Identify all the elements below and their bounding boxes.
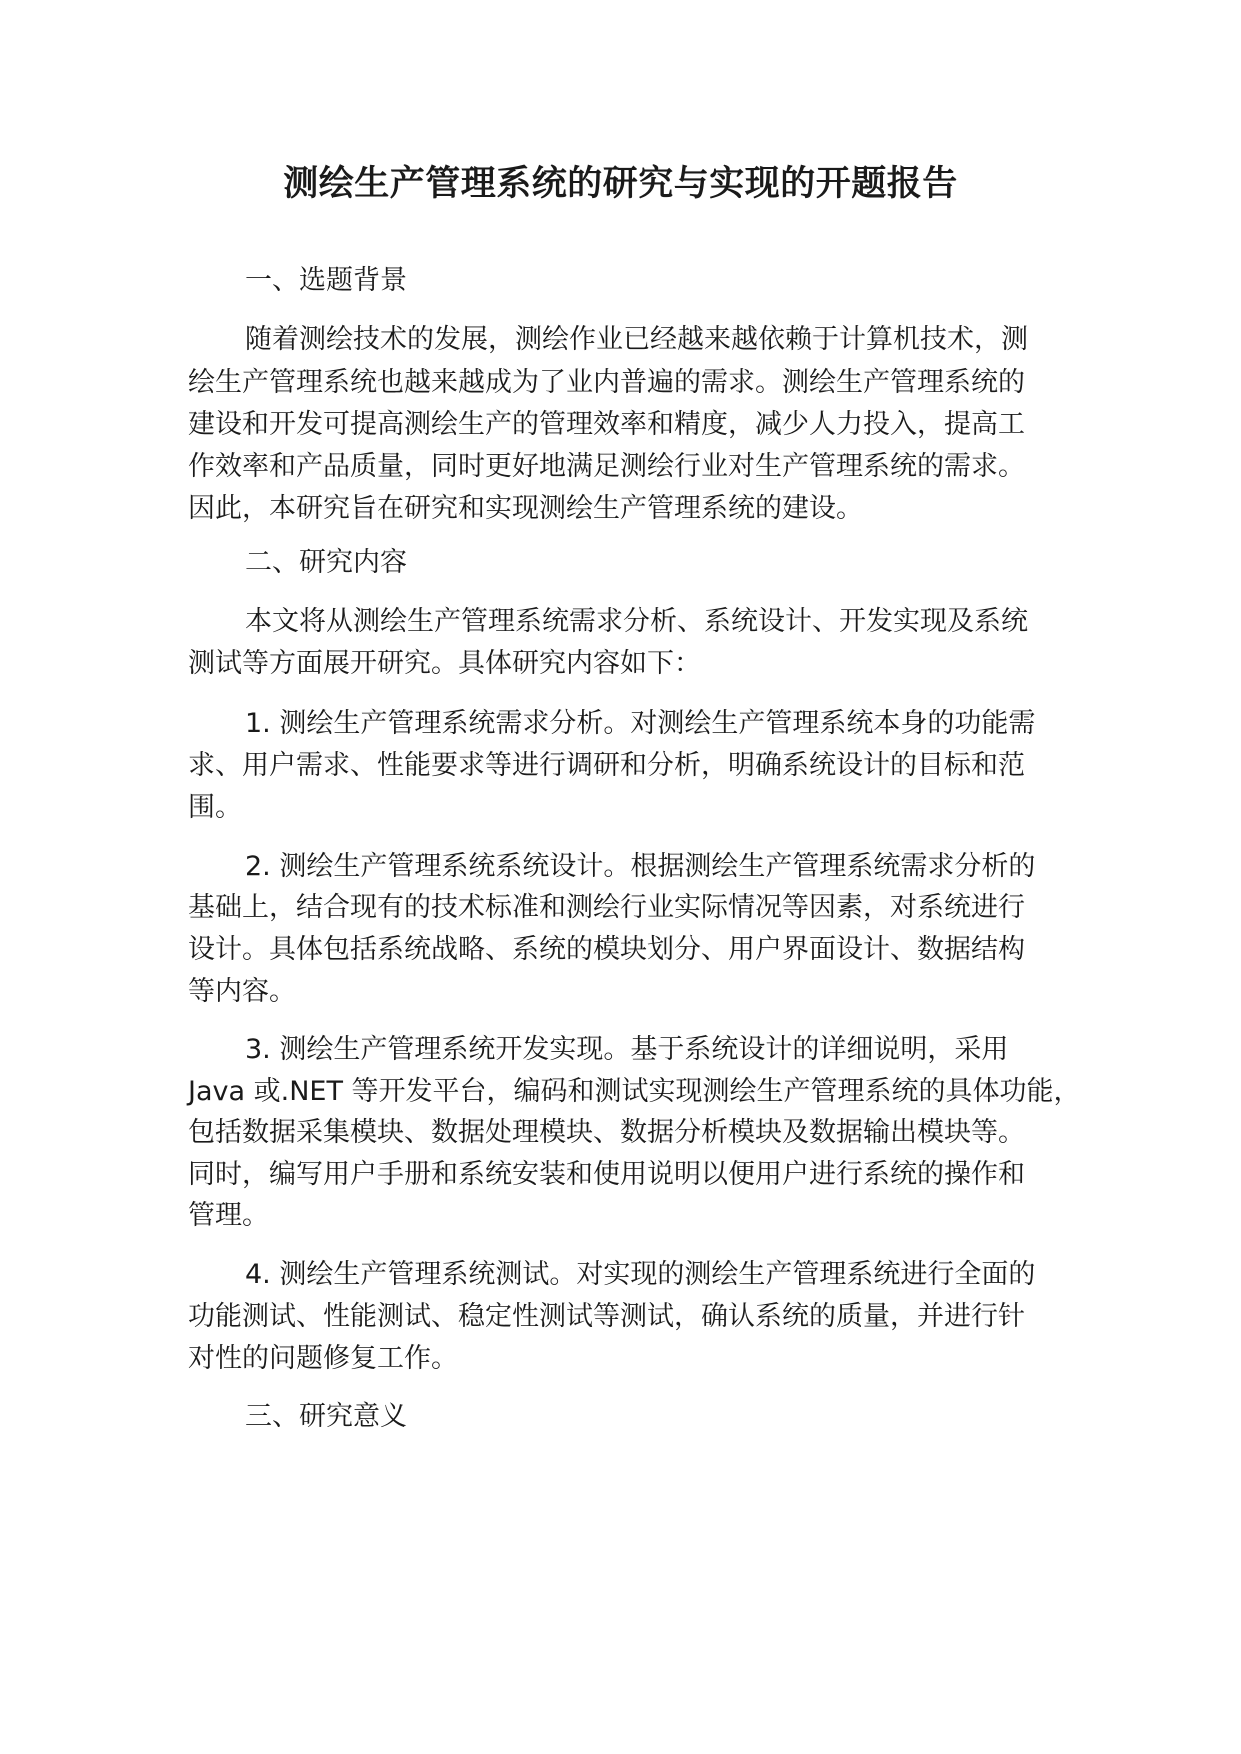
document-title: 测绘生产管理系统的研究与实现的开题报告 [283, 164, 958, 204]
paragraph-line: 随着测绘技术的发展，测绘作业已经越来越依赖于计算机技术，测 [245, 324, 1028, 355]
list-item-line: 基础上，结合现有的技术标准和测绘行业实际情况等因素，对系统进行 [188, 892, 1025, 923]
paragraph-line: 测试等方面展开研究。具体研究内容如下： [188, 648, 701, 679]
list-item-line: 管理。 [188, 1200, 269, 1231]
list-item-line: 围。 [188, 792, 242, 823]
paragraph-line: 绘生产管理系统也越来越成为了业内普遍的需求。测绘生产管理系统的 [188, 367, 1025, 398]
list-item-line: 求、用户需求、性能要求等进行调研和分析，明确系统设计的目标和范 [188, 750, 1025, 781]
list-item-line: 2. 测绘生产管理系统系统设计。根据测绘生产管理系统需求分析的 [245, 851, 1036, 882]
section-heading-significance: 三、研究意义 [245, 1401, 407, 1432]
section-heading-content: 二、研究内容 [245, 547, 407, 578]
list-item-line: 对性的问题修复工作。 [188, 1343, 458, 1374]
list-item-line: 4. 测绘生产管理系统测试。对实现的测绘生产管理系统进行全面的 [245, 1259, 1036, 1290]
list-item-line: 包括数据采集模块、数据处理模块、数据分析模块及数据输出模块等。 [188, 1117, 1025, 1148]
paragraph-line: 建设和开发可提高测绘生产的管理效率和精度，减少人力投入，提高工 [188, 409, 1025, 440]
section-heading-background: 一、选题背景 [245, 265, 407, 296]
paragraph-line: 作效率和产品质量，同时更好地满足测绘行业对生产管理系统的需求。 [188, 451, 1025, 482]
list-item-line: 1. 测绘生产管理系统需求分析。对测绘生产管理系统本身的功能需 [245, 708, 1036, 739]
paragraph-line: 因此，本研究旨在研究和实现测绘生产管理系统的建设。 [188, 493, 863, 524]
paragraph-line: 本文将从测绘生产管理系统需求分析、系统设计、开发实现及系统 [245, 606, 1028, 637]
list-item-line: Java 或.NET 等开发平台，编码和测试实现测绘生产管理系统的具体功能， [188, 1076, 1081, 1107]
list-item-line: 设计。具体包括系统战略、系统的模块划分、用户界面设计、数据结构 [188, 934, 1025, 965]
list-item-line: 功能测试、性能测试、稳定性测试等测试，确认系统的质量，并进行针 [188, 1301, 1025, 1332]
list-item-line: 等内容。 [188, 976, 296, 1007]
list-item-line: 3. 测绘生产管理系统开发实现。基于系统设计的详细说明，采用 [245, 1034, 1009, 1065]
list-item-line: 同时，编写用户手册和系统安装和使用说明以便用户进行系统的操作和 [188, 1159, 1025, 1190]
